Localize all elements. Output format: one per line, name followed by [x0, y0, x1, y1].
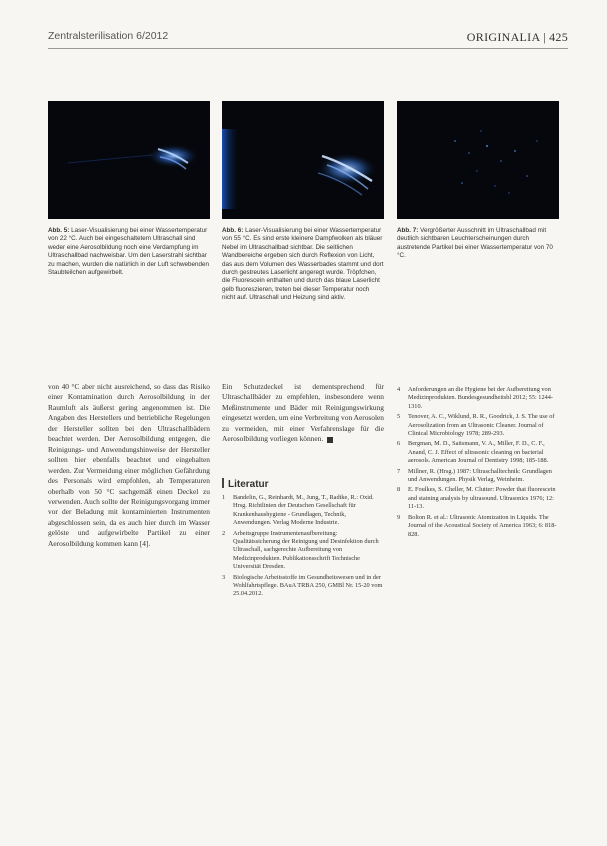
figure-6 — [222, 101, 384, 303]
literature-heading — [222, 478, 269, 490]
figure-7-photo — [397, 101, 559, 219]
reference-text: Bolton R. et al.: Ultrasonic Atomization in Liquids. The Journal of the Acoustical Society of America 1963; 6: 818-828. — [408, 513, 557, 538]
reference-item — [222, 530, 384, 572]
reference-text: Bergman, M. D., Saitsmann, V. A., Miller, F. D., C. F., Anand, C. J. Effect of ultrasonic cleaning on bacterial aerosols. American Journal of Dentistry 1998; 185-188. — [408, 440, 549, 465]
reference-item — [397, 486, 559, 511]
reference-text: Tenover, A. C., Wiklund, R. R., Goodrick, J. S. The use of Aerosolization from an Ultrasonic Cleaner. Journal of Clinical Microbiology 1978; 289-293. — [408, 413, 555, 438]
reference-item — [397, 440, 559, 465]
running-header — [48, 30, 568, 46]
reference-number: 1 — [222, 494, 226, 501]
reference-item — [222, 574, 384, 599]
figure-5-caption — [48, 227, 210, 277]
reference-number: 6 — [397, 440, 401, 448]
reference-number: 7 — [397, 467, 401, 475]
figure-5 — [48, 101, 210, 277]
reference-text: Biologische Arbeitsstoffe im Gesundheitswesen und in der Wohlfahrtspflege. BAuA TRBA 250, GMBl Nr. 15-20 vom 25.04.2012. — [233, 573, 383, 598]
figure-7-label: Abb. 7: — [397, 227, 419, 234]
literature-heading-text: Literatur — [228, 479, 269, 490]
figure-7 — [397, 101, 559, 261]
reference-text: Millner, R. (Hrsg.) 1987: Ultraschalltechnik: Grundlagen und Anwendungen. Physik Verlag, Weinheim. — [408, 467, 552, 484]
reference-list-col2 — [222, 494, 384, 601]
reference-item — [397, 413, 559, 438]
figure-7-caption — [397, 227, 559, 261]
figure-6-caption-text: Laser-Visualisierung bei einer Wassertemperatur von 55 °C. Es sind erste kleinere Dampfwolken als bläuer Nebel im Ultraschallbad sichtbar. Die seitlichen Wandbereiche ergeben sich durch Reflexion von Licht, das aus dem Volumen des Wasserbades stammt und dort durch gestreutes Laserlicht angeregt wurde. Tröpfchen, die Fluorescein enthalten und durch das blaue Laserlicht gelb fluoreszieren, treten bei dieser Temperatur noch nicht auf. Ultraschall und Heizung sind aktiv. — [222, 227, 384, 302]
body-paragraph-1: von 40 °C aber nicht ausreichend, so dass das Risiko einer Kontamination durch Aerosolbildung in der Raumluft als äußerst gering angenommen ist. Die Angaben des Herstellers und betriebliche Regelungen der Hersteller sollten bei den Ultraschallbädern beachtet werden. Der Aerosolbildung entgegen, die Reinigungs- und Anwendungshinweise der Hersteller sollten hier ebenfalls beachtet und eingehalten werden. Zur Vermeidung einer möglichen Gefährdung des Personals wird empfohlen, ab Temperaturen oberhalb von 50 °C sachgemäß einen Deckel zu verwenden. Auch sollte der Reinigungsvorgang immer vor der Beladung mit kontaminierten Instrumenten abgeschlossen sein, da es auch hier durch im Wasser gelöste und aufgewirbelte Partikel zu einer Aerosolbildung kommen kann [4]. — [48, 382, 210, 548]
figure-5-caption-text: Laser-Visualisierung bei einer Wassertemperatur von 22 °C. Auch bei eingeschaltetem Ultraschall sind weder eine Aerosolbildung noch eine Verdampfung im Ultraschallbad nachweisbar. Um den Laserstrahl sichtbar zu machen, wurden die natürlich in der Luft schwebenden Staubteilchen aufgewirbelt. — [48, 227, 210, 277]
figure-5-photo — [48, 101, 210, 219]
body-column-2 — [222, 382, 384, 445]
header-rule — [48, 48, 568, 49]
body-paragraph-2-text: Ein Schutzdeckel ist dementsprechend für Ultraschallbäder zu empfehlen, insbesondere wenn Meßinstrumente und Bäder mit Reinigungswirkung eingesetzt werden, um eine Verbreitung von Aerosolen zu vermeiden, mit einer Verfahrenslage für die Aerosolbildung vorliegen können. — [222, 382, 384, 444]
figure-6-label: Abb. 6: — [222, 227, 244, 234]
reference-list-col3 — [397, 386, 559, 541]
journal-title: Zentralsterilisation 6/2012 — [48, 30, 169, 42]
figure-7-caption-text: Vergrößerter Ausschnitt im Ultraschallbad mit deutlich sichtbaren Leuchterscheinungen durch austretende Partikel bei einer Wassertemperatur von 70 °C. — [397, 227, 553, 260]
particle-image — [397, 101, 559, 219]
end-of-article-icon — [327, 437, 333, 443]
laser-glow-image — [48, 101, 210, 219]
reference-number: 5 — [397, 413, 401, 421]
reference-text: Anforderungen an die Hygiene bei der Aufbereitung von Medizinprodukten. Bundesgesundheitsbl 2012; 55: 1244-1310. — [408, 386, 553, 410]
reference-number: 2 — [222, 529, 226, 537]
reference-number: 9 — [397, 513, 401, 521]
body-column-1 — [48, 382, 210, 549]
laser-glow-image — [222, 101, 384, 219]
reference-text: Bandelin, G., Reinhardt, M., Jung, T., Radtke, R.: Oxid. Hrsg. Richtlinien der Deutschen Gesellschaft für Krankenhaushygiene - Grundlagen, Technik, Anwendungen. Verlag Moderne Industrie. — [233, 494, 374, 527]
reference-text: E. Foulkes, S. Cheller, M. Clutter: Powder that fluorescein and staining analysis by ultrasound. Ultrasonics 1976; 12: 11-13. — [408, 486, 556, 511]
figure-6-caption — [222, 227, 384, 303]
reference-item — [397, 514, 559, 539]
body-paragraph-2 — [222, 382, 384, 445]
reference-number: 3 — [222, 573, 226, 581]
reference-item — [397, 468, 559, 485]
reference-number: 8 — [397, 486, 401, 494]
figure-6-photo — [222, 101, 384, 219]
reference-item — [397, 386, 559, 411]
heading-bar-icon — [222, 478, 224, 488]
section-page-number: ORIGINALIA | 425 — [466, 30, 568, 44]
reference-number: 4 — [397, 386, 401, 393]
reference-text: Arbeitsgruppe Instrumentenaufbereitung: Qualitätssicherung der Reinigung und Desinfektion durch Ultraschall, sachgerechte Aufbereitung von Medizinprodukten. Publikationsschrift Technische Universität Dresden. — [233, 529, 379, 571]
figure-5-label: Abb. 5: — [48, 227, 70, 234]
reference-item — [222, 494, 384, 528]
